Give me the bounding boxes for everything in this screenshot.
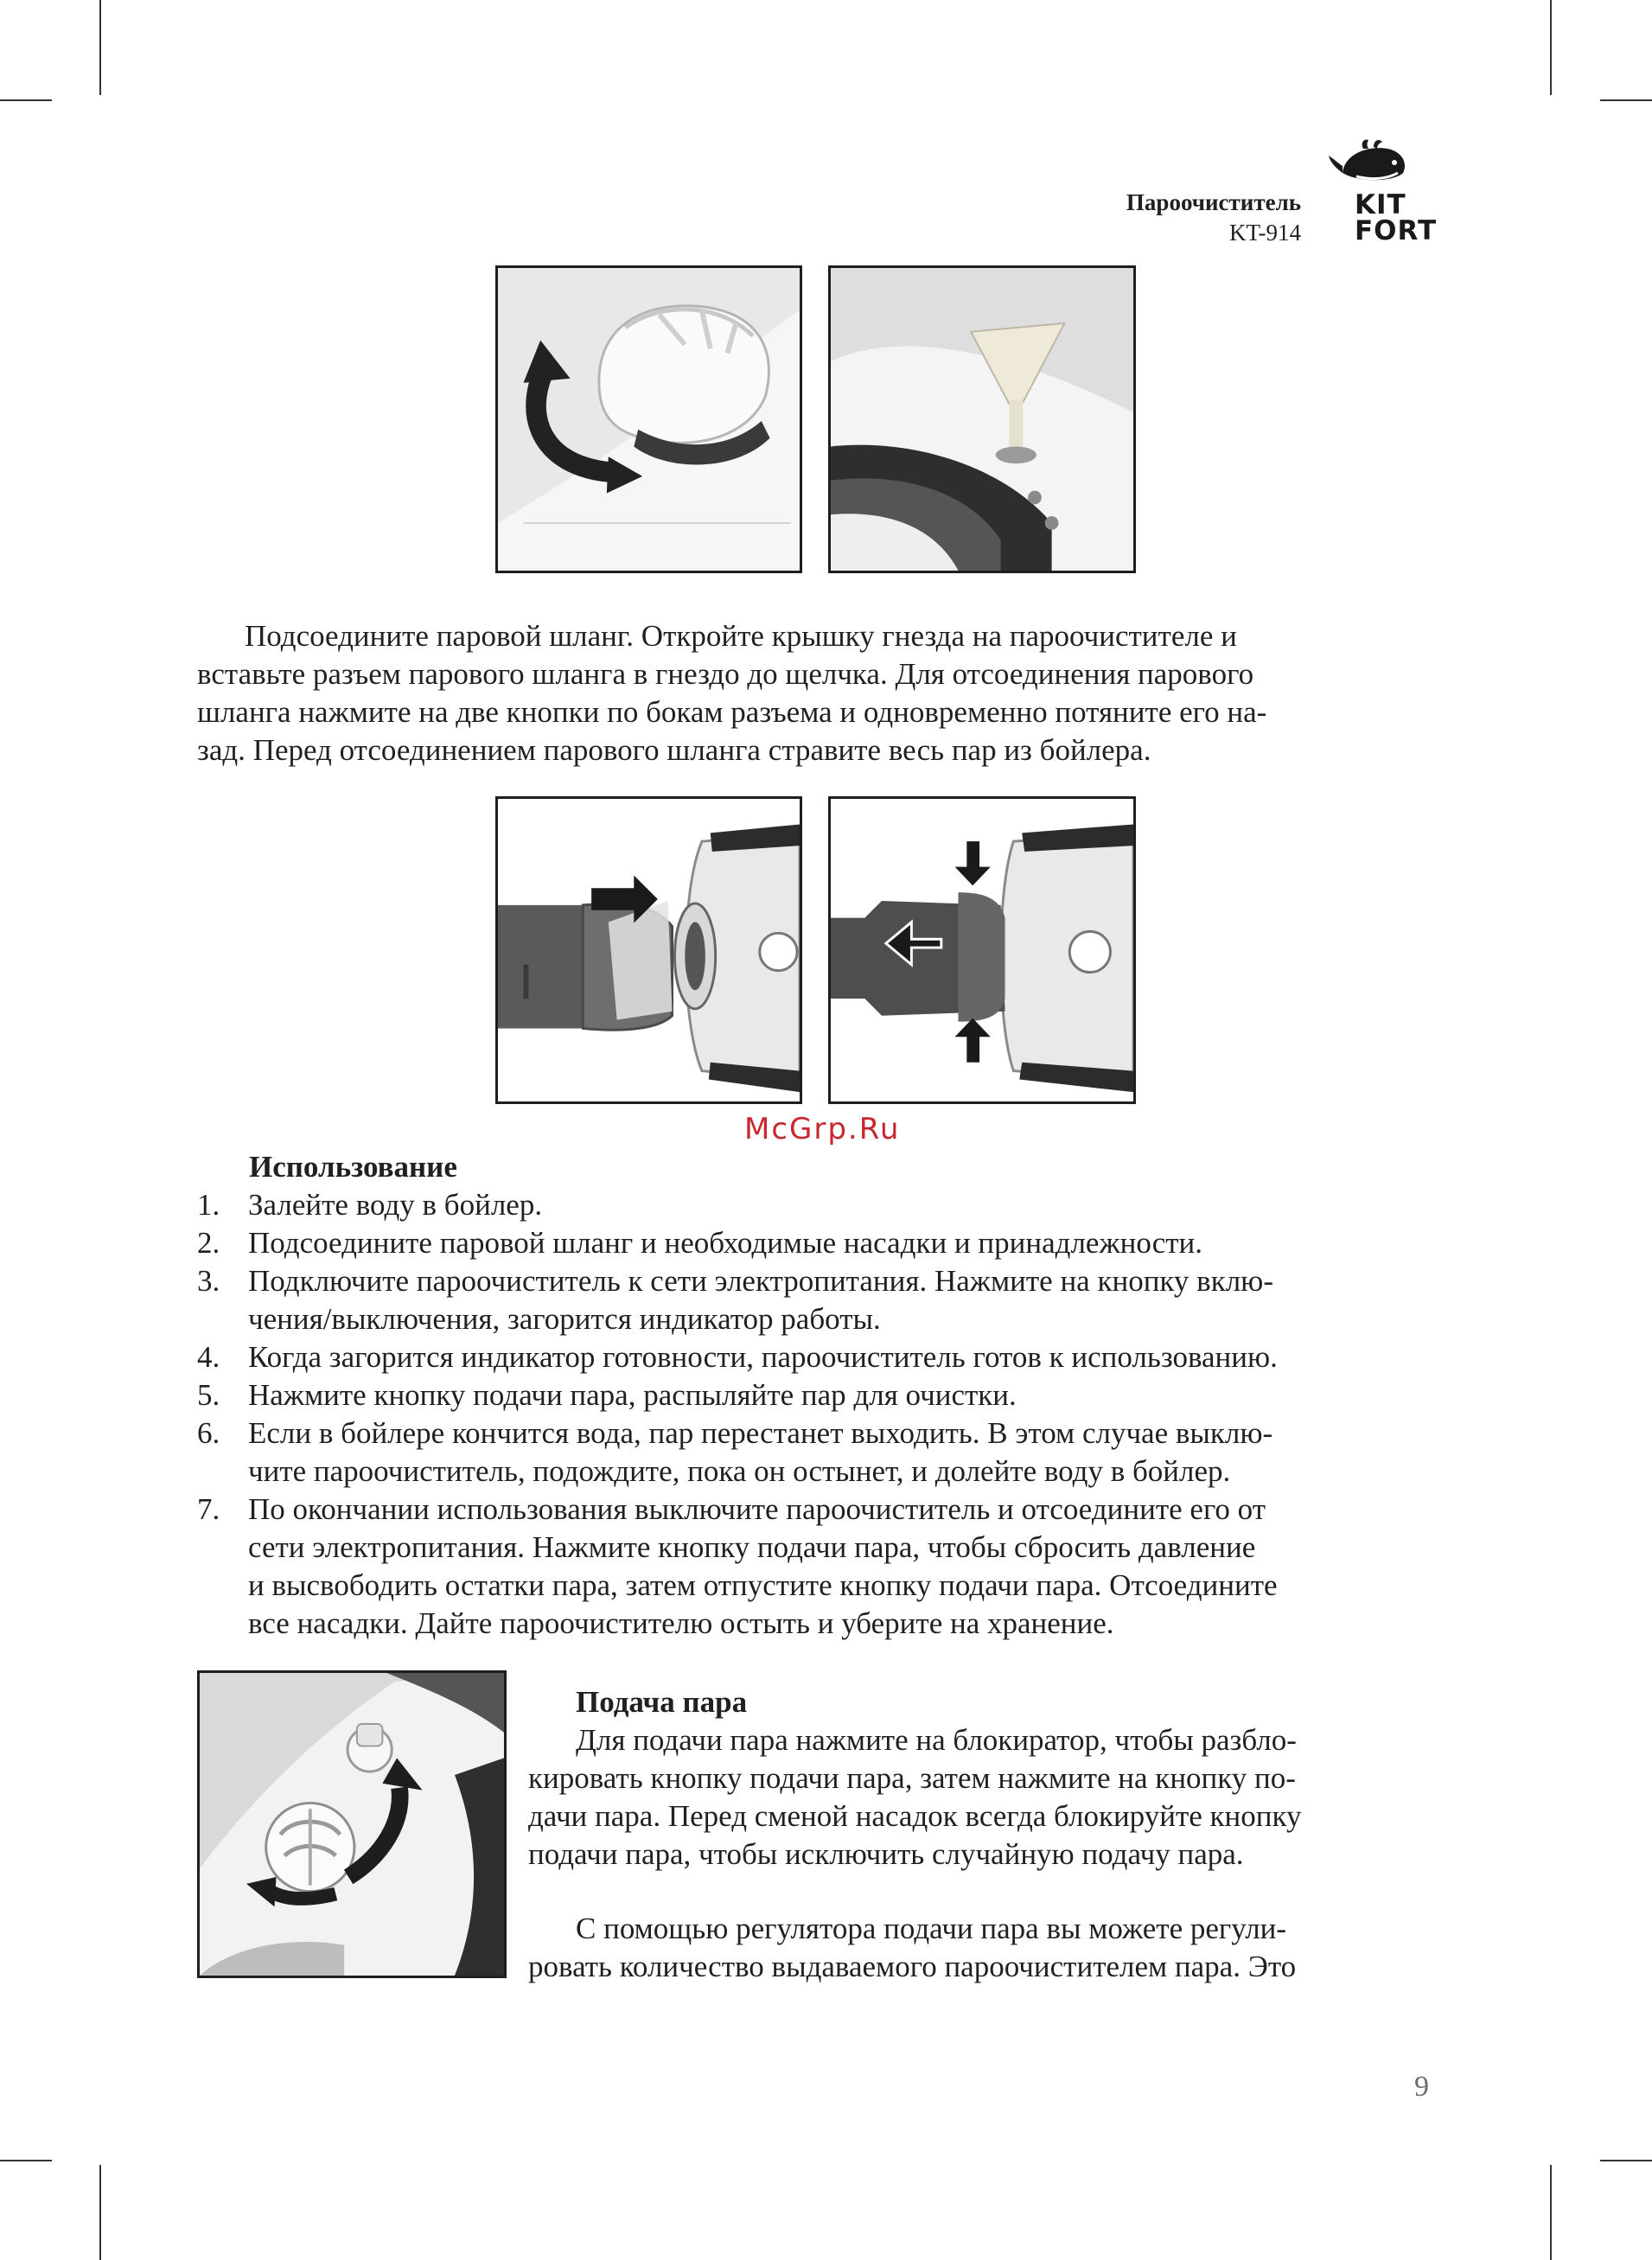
list-item	[197, 1186, 1425, 1224]
model-number: KT-914	[1228, 220, 1301, 246]
step-number: 1.	[197, 1188, 220, 1222]
steam-supply-title: Подача пара	[576, 1685, 748, 1719]
page-number: 9	[1414, 2071, 1429, 2103]
text-line: дачи пара. Перед сменой насадок всегда блокируйте кнопку	[528, 1799, 1302, 1833]
step-number: 6.	[197, 1416, 220, 1450]
text-line: вставьте разъем парового шланга в гнездо до щелчка. Для отсоединения парового	[197, 657, 1254, 691]
document-header	[1126, 188, 1301, 248]
list-item	[197, 1262, 1425, 1338]
whale-icon	[1325, 137, 1420, 188]
crop-mark	[1600, 99, 1652, 101]
list-item	[197, 1376, 1425, 1414]
step-number: 5.	[197, 1378, 220, 1412]
step-number: 2.	[197, 1226, 220, 1260]
usage-steps-list	[197, 1186, 1425, 1643]
crop-mark	[1600, 2160, 1652, 2161]
step-text: сети электропитания. Нажмите кнопку подачи пара, чтобы сбросить давление	[248, 1530, 1256, 1564]
text-line: Подсоедините паровой шланг. Откройте крышку гнезда на пароочистителе и	[245, 619, 1237, 653]
product-name: Пароочиститель	[1126, 189, 1301, 215]
steam-regulator-paragraph	[528, 1910, 1406, 1986]
crop-mark	[99, 2165, 101, 2260]
step-text: чите пароочиститель, подождите, пока он остынет, и долейте воду в бойлер.	[248, 1454, 1231, 1488]
logo-text: FORT	[1355, 215, 1438, 246]
crop-mark	[1550, 0, 1552, 95]
list-item	[197, 1338, 1425, 1376]
hose-connect-photo	[495, 796, 802, 1104]
step-text: Когда загорится индикатор готовности, пароочиститель готов к использованию.	[248, 1340, 1278, 1374]
step-text: чения/выключения, загорится индикатор работы.	[248, 1302, 881, 1336]
text-line: кировать кнопку подачи пара, затем нажмите на кнопку по-	[528, 1761, 1296, 1795]
steam-lock-photo	[197, 1670, 507, 1978]
step-text: Нажмите кнопку подачи пара, распыляйте пар для очистки.	[248, 1378, 1017, 1412]
list-item	[197, 1224, 1425, 1262]
logo-text: KIT	[1355, 189, 1406, 220]
text-line: ровать количество выдаваемого пароочистителем пара. Это	[528, 1950, 1297, 1983]
crop-mark	[99, 0, 101, 95]
text-line: шланга нажмите на две кнопки по бокам разъема и одновременно потяните его на-	[197, 695, 1267, 729]
hose-release-photo	[828, 796, 1136, 1104]
text-line: зад. Перед отсоединением парового шланга стравите весь пар из бойлера.	[197, 733, 1151, 767]
step-text: Если в бойлере кончится вода, пар перестанет выходить. В этом случае выклю-	[248, 1416, 1273, 1450]
hose-connection-paragraph	[197, 617, 1425, 769]
step-number: 7.	[197, 1492, 220, 1526]
step-text: Подсоедините паровой шланг и необходимые насадки и принадлежности.	[248, 1226, 1203, 1260]
usage-title: Использование	[249, 1150, 457, 1184]
crop-mark	[0, 2160, 52, 2161]
text-line: С помощью регулятора подачи пара вы можете регули-	[576, 1912, 1287, 1945]
step-number: 4.	[197, 1340, 220, 1374]
step-text: все насадки. Дайте пароочистителю остыть и уберите на хранение.	[248, 1606, 1114, 1640]
list-item	[197, 1491, 1425, 1643]
step-text: По окончании использования выключите пароочиститель и отсоедините его от	[248, 1492, 1266, 1526]
watermark: McGrp.Ru	[744, 1112, 901, 1146]
step-text: Залейте воду в бойлер.	[248, 1188, 543, 1222]
text-line: подачи пара, чтобы исключить случайную подачу пара.	[528, 1837, 1244, 1871]
step-text: Подключите пароочиститель к сети электропитания. Нажмите на кнопку вклю-	[248, 1264, 1273, 1298]
step-number: 3.	[197, 1264, 220, 1298]
funnel-fill-photo	[828, 265, 1136, 573]
step-text: и высвободить остатки пара, затем отпустите кнопку подачи пара. Отсоедините	[248, 1568, 1278, 1602]
crop-mark	[1550, 2165, 1552, 2260]
text-line: Для подачи пара нажмите на блокиратор, чтобы разбло-	[576, 1723, 1297, 1757]
list-item	[197, 1414, 1425, 1491]
steam-supply-paragraph	[528, 1721, 1406, 1874]
lid-rotate-photo	[495, 265, 802, 573]
kitfort-logo	[1325, 137, 1438, 247]
crop-mark	[0, 99, 52, 101]
